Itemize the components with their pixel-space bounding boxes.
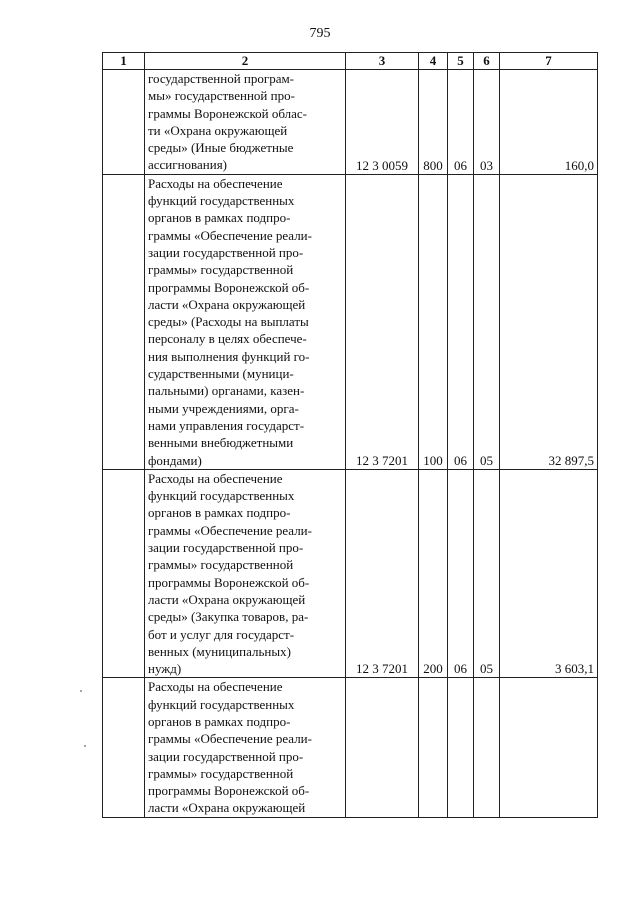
description-line: ласти «Охрана окружающей [148,591,306,607]
subsection-code: 03 [474,70,500,175]
section-code: 06 [448,70,474,175]
budget-table [102,52,598,818]
amount-value [500,678,598,817]
table-row [103,174,598,469]
expense-type-code: 800 [419,70,448,175]
section-code [448,678,474,817]
description-line: граммы «Обеспечение реали- [148,731,312,747]
description-line: нужд) [148,661,182,677]
description-line: бот и услуг для государст- [148,626,295,642]
target-article-code [346,678,419,817]
row-number-cell [103,70,145,175]
description-line: венными внебюджетными [148,435,294,451]
description-line: граммы «Обеспечение реали- [148,522,312,538]
description-line: ласти «Охрана окружающей [148,800,306,816]
target-article-code: 12 3 7201 [346,174,419,469]
table-row [103,70,598,175]
description-line: зации государственной про- [148,540,304,556]
description-line: Расходы на обеспечение [148,175,283,191]
description-line: фондами) [148,452,202,468]
expense-type-code: 200 [419,469,448,678]
description-line: государственной програм- [148,71,295,86]
description-line: мы» государственной про- [148,88,295,104]
description-line: функций государственных [148,696,295,712]
expense-type-code: 100 [419,174,448,469]
table-row [103,469,598,678]
table-row [103,678,598,817]
subsection-code [474,678,500,817]
subsection-code: 05 [474,469,500,678]
description-line: органов в рамках подпро- [148,713,291,729]
description-line: зации государственной про- [148,748,304,764]
section-code: 06 [448,469,474,678]
description-line: функций государственных [148,193,295,209]
col-header-1: 1 [103,53,145,70]
description-line: программы Воронежской об- [148,279,310,295]
description-line: граммы» государственной [148,262,294,278]
expense-type-code [419,678,448,817]
description-line: Расходы на обеспечение [148,679,283,695]
description-line: органов в рамках подпро- [148,210,291,226]
row-description [145,174,346,469]
col-header-6: 6 [474,53,500,70]
col-header-3: 3 [346,53,419,70]
row-number-cell [103,678,145,817]
section-code: 06 [448,174,474,469]
description-line: граммы «Обеспечение реали- [148,227,312,243]
description-line: граммы Воронежской облас- [148,105,307,121]
row-number-cell [103,174,145,469]
amount-value: 32 897,5 [500,174,598,469]
target-article-code: 12 3 7201 [346,469,419,678]
col-header-5: 5 [448,53,474,70]
description-line: функций государственных [148,488,295,504]
description-line: ния выполнения функций го- [148,348,310,364]
col-header-2: 2 [145,53,346,70]
description-line: зации государственной про- [148,244,304,260]
description-line: сударственными (муници- [148,366,294,382]
description-line: ти «Охрана окружающей [148,122,288,138]
row-description [145,70,346,175]
description-line: ассигнования) [148,157,228,173]
description-line: персоналу в целях обеспече- [148,331,307,347]
col-header-4: 4 [419,53,448,70]
description-line: органов в рамках подпро- [148,505,291,521]
description-line: среды» (Иные бюджетные [148,140,294,156]
col-header-7: 7 [500,53,598,70]
description-line: программы Воронежской об- [148,783,310,799]
description-line: ными учреждениями, орга- [148,400,299,416]
amount-value: 160,0 [500,70,598,175]
description-line: ласти «Охрана окружающей [148,296,306,312]
description-line: Расходы на обеспечение [148,470,283,486]
page-number: 795 [309,26,331,41]
description-line: граммы» государственной [148,765,294,781]
description-line: нами управления государст- [148,417,305,433]
description-line: граммы» государственной [148,557,294,573]
description-line: венных (муниципальных) [148,643,291,659]
amount-value: 3 603,1 [500,469,598,678]
subsection-code: 05 [474,174,500,469]
row-description [145,678,346,817]
row-number-cell [103,469,145,678]
description-line: среды» (Закупка товаров, ра- [148,609,309,625]
row-description [145,469,346,678]
description-line: пальными) органами, казен- [148,383,305,399]
scan-speck [84,745,86,747]
target-article-code: 12 3 0059 [346,70,419,175]
description-line: среды» (Расходы на выплаты [148,314,309,330]
scan-speck [80,690,82,692]
header-row [103,53,598,70]
description-line: программы Воронежской об- [148,574,310,590]
